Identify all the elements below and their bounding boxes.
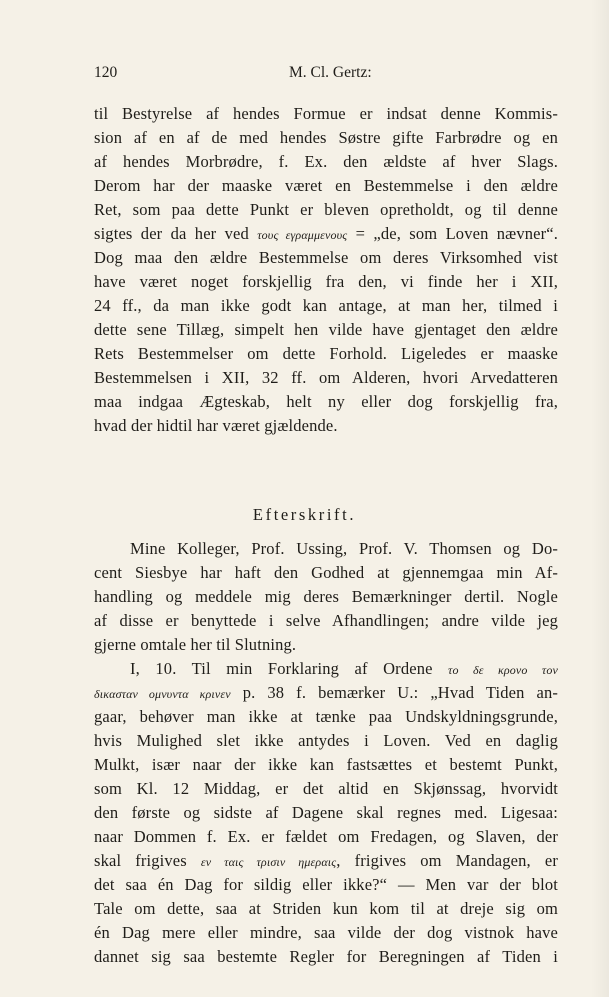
text-line: hvis Mulighed slet ikke antydes i Loven. Ved en daglig <box>94 731 558 750</box>
text-line: dette sene Tillæg, simpelt hen vilde have gjentaget den ældre <box>94 320 558 339</box>
text-line: have været noget forskjellig fra den, vi finde her i XII, <box>94 272 558 291</box>
page-edge-shadow <box>591 0 609 997</box>
text-segment: sigtes der da her ved <box>94 224 258 243</box>
text-line: sion af en af de med hendes Søstre gifte Farbrødre og en <box>94 128 558 147</box>
text-line: maa indgaa Ægteskab, helt ny eller dog forskjellig fra, <box>94 392 558 411</box>
text-segment: , frigives om Mandagen, er <box>336 851 558 870</box>
text-line: til Bestyrelse af hendes Formue er indsat denne Kommis- <box>94 104 558 123</box>
text-line: naar Dommen f. Ex. er fældet om Fredagen, og Slaven, der <box>94 827 558 846</box>
text-line: Rets Bestemmelser om dette Forhold. Ligeledes er maaske <box>94 344 558 363</box>
text-line: den første og sidste af Dagene skal regnes med. Ligesaa: <box>94 803 558 822</box>
running-title: M. Cl. Gertz: <box>289 64 372 81</box>
text-line: Derom har der maaske været en Bestemmelse i den ældre <box>94 176 558 195</box>
text-line: som Kl. 12 Middag, er det altid en Skjønssag, hvorvidt <box>94 779 558 798</box>
text-line: gjerne omtale her til Slutning. <box>94 635 297 654</box>
text-line: det saa én Dag for sildig eller ikke?“ — Men var der blot <box>94 875 558 894</box>
text-line: 24 ff., da man ikke godt kan antage, at man her, tilmed i <box>94 296 558 315</box>
text-line: dannet sig saa bestemte Regler for Beregningen af Tiden i <box>94 947 558 966</box>
text-line: hvad der hidtil har været gjældende. <box>94 416 338 435</box>
text-segment: p. 38 f. bemærker U.: „Hvad Tiden an- <box>230 683 558 702</box>
text-line: Mulkt, især naar der ikke kan fastsættes et bestemt Punkt, <box>94 755 558 774</box>
text-line: af hendes Morbrødre, f. Ex. den ældste af hver Slags. <box>94 152 558 171</box>
greek-text: εν ταις τρισιν ημεραις <box>200 855 337 869</box>
text-segment: = „de, som Loven nævner“. <box>347 224 558 243</box>
greek-text: δικασταν ομνυντα κρινεν <box>94 687 231 701</box>
text-line: Ret, som paa dette Punkt er bleven opretholdt, og til denne <box>94 200 558 219</box>
text-segment: I, 10. Til min Forklaring af Ordene <box>130 659 449 678</box>
text-line-with-greek <box>94 222 558 246</box>
text-line: gaar, behøver man ikke at tænke paa Undskyldningsgrunde, <box>94 707 558 726</box>
text-line: cent Siesbye har haft den Godhed at gjennemgaa min Af- <box>94 563 558 582</box>
text-line: Dog maa den ældre Bestemmelse om deres Virksomhed vist <box>94 248 558 267</box>
text-line: Tale om dette, saa at Striden kun kom til at dreje sig om <box>94 899 558 918</box>
page-number: 120 <box>94 64 118 81</box>
text-line: handling og meddele mig deres Bemærkninger dertil. Nogle <box>94 587 558 606</box>
section-title: Efterskrift. <box>252 505 357 524</box>
text-segment: skal frigives <box>94 851 201 870</box>
page-header <box>94 64 558 86</box>
text-line-with-greek <box>94 849 558 873</box>
text-line-with-greek <box>94 681 558 705</box>
text-line-with-greek <box>130 657 558 681</box>
text-line: én Dag mere eller mindre, saa vilde der dog vistnok have <box>94 923 558 942</box>
text-line: Bestemmelsen i XII, 32 ff. om Alderen, hvori Arvedatteren <box>94 368 558 387</box>
greek-text: το δε κρονο τον <box>448 663 558 677</box>
text-line: Mine Kolleger, Prof. Ussing, Prof. V. Thomsen og Do- <box>130 539 558 558</box>
text-line: af disse er benyttede i selve Afhandlingen; andre vilde jeg <box>94 611 558 630</box>
greek-text: τους εγραμμενους <box>257 228 348 242</box>
